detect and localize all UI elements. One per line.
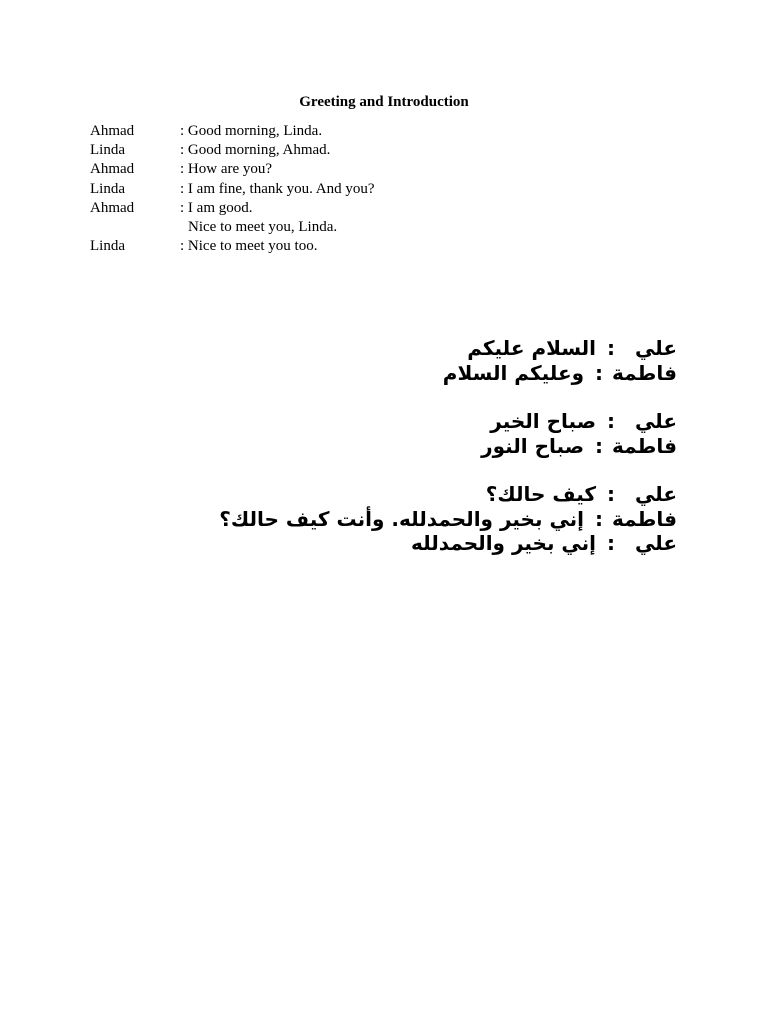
dialogue-line: وعليكم السلام (442, 360, 585, 385)
dialogue-line: إني بخير والحمدلله. وأنت كيف حالك؟ (219, 506, 585, 531)
arabic-dialogue-row (77, 507, 677, 532)
speaker-name: Ahmad (90, 123, 135, 139)
arabic-dialogue-row (77, 336, 677, 361)
speaker-name: علي (634, 336, 677, 360)
arabic-dialogue-row (77, 361, 677, 386)
dialogue-line: : How are you? (180, 161, 273, 178)
arabic-dialogue-row (77, 434, 677, 459)
speaker-name: فاطمة (612, 433, 677, 458)
dialogue-line: : I am good. (180, 199, 253, 216)
speaker-name: Linda (90, 180, 125, 197)
spacer (77, 458, 677, 482)
colon: : (607, 336, 615, 360)
dialogue-row (90, 141, 375, 160)
dialogue-row (90, 218, 375, 237)
english-dialogue (90, 122, 375, 256)
speaker-name (90, 218, 180, 237)
colon: : (595, 360, 604, 385)
arabic-dialogue-row (77, 409, 677, 434)
colon: : (607, 482, 615, 506)
colon: : (595, 433, 604, 458)
speaker-name: Linda (90, 142, 125, 159)
dialogue-line: إني بخير والحمدلله (411, 531, 597, 555)
speaker-name: فاطمة (612, 360, 677, 385)
dialogue-row (90, 199, 375, 218)
speaker-name: علي (634, 409, 677, 433)
document-title: Greeting and Introduction (299, 94, 469, 110)
speaker-name: Ahmad (90, 199, 135, 216)
colon: : (607, 409, 615, 433)
dialogue-line: السلام عليكم (467, 336, 597, 360)
dialogue-line: كيف حالك؟ (485, 482, 597, 506)
dialogue-line: : Good morning, Linda. (180, 123, 323, 139)
dialogue-row (90, 237, 375, 256)
dialogue-line: : Good morning, Ahmad. (180, 142, 331, 159)
arabic-dialogue (77, 336, 677, 556)
spacer (77, 385, 677, 409)
dialogue-line: Nice to meet you, Linda. (188, 218, 338, 235)
dialogue-row (90, 122, 375, 141)
speaker-name: علي (634, 482, 677, 506)
speaker-name: Linda (90, 238, 125, 255)
dialogue-line: صباح الخير (490, 409, 597, 433)
dialogue-row (90, 160, 375, 179)
arabic-dialogue-row (77, 482, 677, 507)
speaker-name: فاطمة (612, 506, 677, 531)
arabic-dialogue-row (77, 531, 677, 556)
dialogue-line: : I am fine, thank you. And you? (180, 180, 375, 197)
colon: : (607, 531, 615, 555)
dialogue-row (90, 180, 375, 199)
speaker-name: علي (634, 531, 677, 555)
colon: : (595, 506, 604, 531)
dialogue-line: : Nice to meet you too. (180, 238, 318, 255)
speaker-name: Ahmad (90, 161, 135, 178)
dialogue-line: صباح النور (481, 433, 585, 458)
